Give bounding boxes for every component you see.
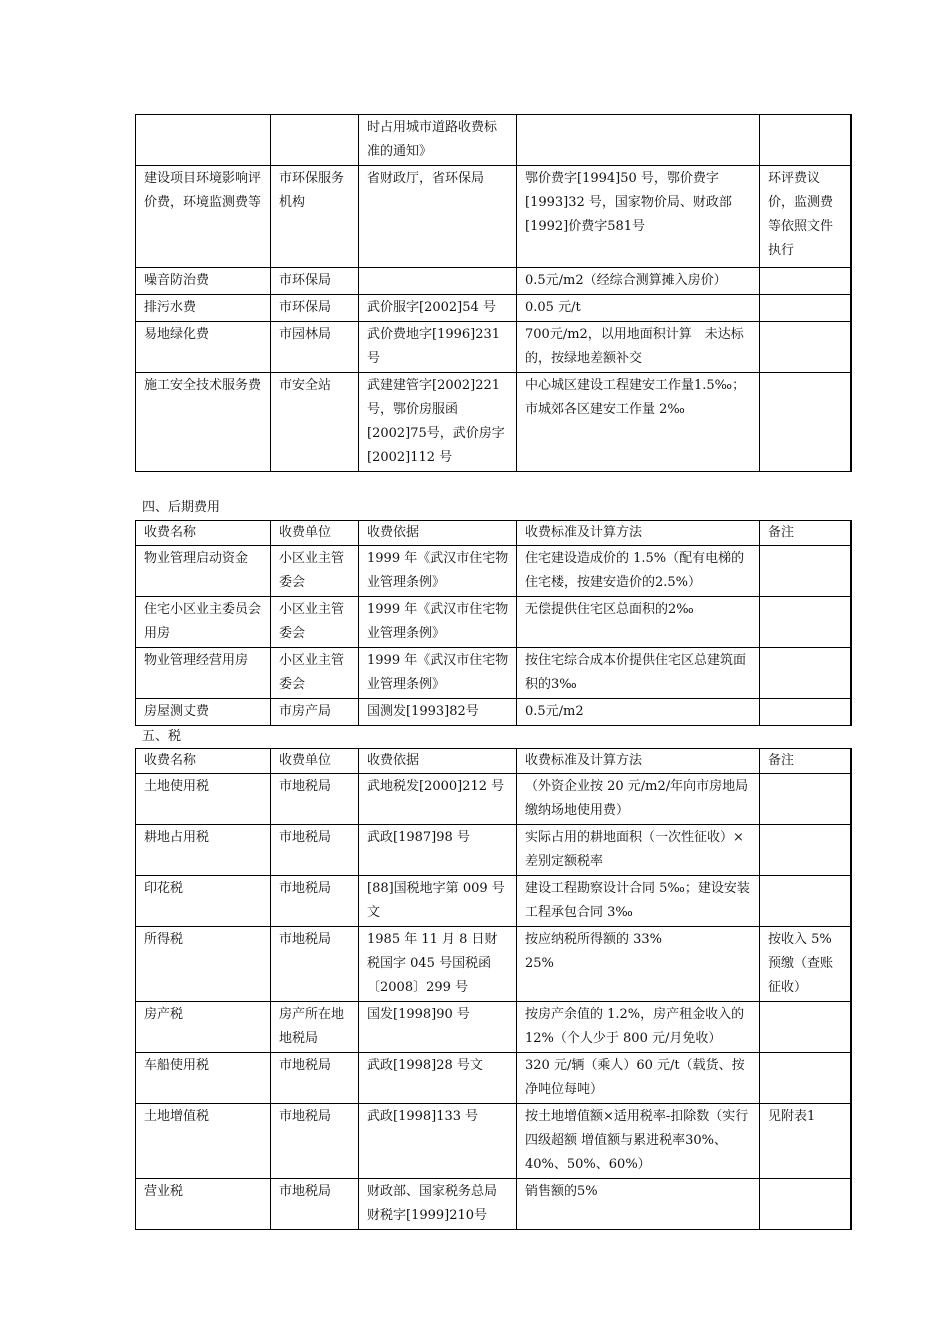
standard-cell: 按住宅综合成本价提供住宅区总建筑面积的3‰ [517,648,760,699]
table-row [136,166,851,268]
table-header-row [136,521,851,546]
fee-name-cell: 所得税 [136,927,271,1002]
remark-cell [760,268,851,295]
basis-cell: 武政[1998]133 号 [359,1104,517,1179]
fee-name-cell: 排污水费 [136,295,271,322]
basis-cell: 武价服字[2002]54 号 [359,295,517,322]
fee-name-cell: 车船使用税 [136,1053,271,1104]
header-standard-cell: 收费标准及计算方法 [517,749,760,774]
header-standard-cell: 收费标准及计算方法 [517,521,760,546]
fee-name-cell: 易地绿化费 [136,322,271,373]
collector-cell: 市环保服务机构 [271,166,359,268]
table-row [136,699,851,726]
standard-cell: 中心城区建设工程建安工作量1.5‰；市城郊各区建安工作量 2‰ [517,373,760,472]
header-fee-name-cell: 收费名称 [136,521,271,546]
remark-cell [760,774,851,825]
basis-cell: 武政[1987]98 号 [359,825,517,876]
fee-name-cell: 施工安全技术服务费 [136,373,271,472]
fee-name-cell: 建设项目环境影响评价费，环境监测费等 [136,166,271,268]
standard-cell: 按应纳税所得额的 33% 25% [517,927,760,1002]
remark-cell [760,876,851,927]
table-row [136,1179,851,1230]
standard-cell: 销售额的5% [517,1179,760,1230]
standard-cell: 0.5元/m2（经综合测算摊入房价） [517,268,760,295]
collector-cell: 小区业主管委会 [271,648,359,699]
table-row [136,115,851,166]
standard-cell: （外资企业按 20 元/m2/年向市房地局缴纳场地使用费） [517,774,760,825]
collector-cell: 市地税局 [271,1179,359,1230]
basis-cell: [88]国税地字第 009 号文 [359,876,517,927]
table-row [136,268,851,295]
standard-cell: 建设工程勘察设计合同 5‰；建设安装工程承包合同 3‰ [517,876,760,927]
basis-cell: 1985 年 11 月 8 日财税国字 045 号国税函〔2008〕299 号 [359,927,517,1002]
remark-cell: 见附表1 [760,1104,851,1179]
standard-cell: 实际占用的耕地面积（一次性征收）×差别定额税率 [517,825,760,876]
fee-name-cell: 土地使用税 [136,774,271,825]
collector-cell: 市地税局 [271,876,359,927]
basis-cell: 1999 年《武汉市住宅物业管理条例》 [359,648,517,699]
collector-cell: 市地税局 [271,825,359,876]
collector-cell: 市地税局 [271,1104,359,1179]
table-row [136,927,851,1002]
basis-cell: 时占用城市道路收费标准的通知》 [359,115,517,166]
table-row [136,546,851,597]
standard-cell: 700元/m2，以用地面积计算 未达标的，按绿地差额补交 [517,322,760,373]
table-row [136,774,851,825]
standard-cell: 按房产余值的 1.2%，房产租金收入的 12%（个人少于 800 元/月免收） [517,1002,760,1053]
table-row [136,648,851,699]
header-collector-cell: 收费单位 [271,521,359,546]
remark-cell [760,648,851,699]
collector-cell: 市环保局 [271,295,359,322]
basis-cell: 1999 年《武汉市住宅物业管理条例》 [359,546,517,597]
basis-cell: 省财政厅，省环保局 [359,166,517,268]
standard-cell: 无偿提供住宅区总面积的2‰ [517,597,760,648]
table-row [136,1002,851,1053]
fee-table-continued [135,114,852,472]
table-header-row [136,749,851,774]
basis-cell [359,268,517,295]
fee-name-cell: 耕地占用税 [136,825,271,876]
table-row [136,876,851,927]
fee-name-cell: 物业管理启动资金 [136,546,271,597]
remark-cell [760,295,851,322]
collector-cell: 房产所在地地税局 [271,1002,359,1053]
collector-cell: 市地税局 [271,774,359,825]
collector-cell: 小区业主管委会 [271,546,359,597]
remark-cell [760,322,851,373]
fee-name-cell: 营业税 [136,1179,271,1230]
fee-name-cell: 房产税 [136,1002,271,1053]
basis-cell: 财政部、国家税务总局财税字[1999]210号 [359,1179,517,1230]
standard-cell: 住宅建设造成价的 1.5%（配有电梯的住宅楼，按建安造价的2.5%） [517,546,760,597]
fee-name-cell: 住宅小区业主委员会用房 [136,597,271,648]
collector-cell: 市地税局 [271,1053,359,1104]
collector-cell: 市安全站 [271,373,359,472]
standard-cell: 按土地增值额×适用税率-扣除数（实行四级超额 增值额与累进税率30%、40%、50%、60%） [517,1104,760,1179]
table-row [136,825,851,876]
header-remark-cell: 备注 [760,749,851,774]
remark-cell: 按收入 5%预缴（查账征收） [760,927,851,1002]
remark-cell [760,1179,851,1230]
remark-cell [760,1002,851,1053]
basis-cell: 1999 年《武汉市住宅物业管理条例》 [359,597,517,648]
remark-cell [760,373,851,472]
collector-cell: 小区业主管委会 [271,597,359,648]
fee-name-cell: 印花税 [136,876,271,927]
header-fee-name-cell: 收费名称 [136,749,271,774]
remark-cell [760,115,851,166]
table-row [136,373,851,472]
basis-cell: 国测发[1993]82号 [359,699,517,726]
collector-cell: 市园林局 [271,322,359,373]
table-row [136,295,851,322]
standard-cell: 0.5元/m2 [517,699,760,726]
remark-cell [760,825,851,876]
header-basis-cell: 收费依据 [359,521,517,546]
standard-cell [517,115,760,166]
section-title-post-fees: 四、后期费用 [142,500,221,515]
remark-cell [760,1053,851,1104]
collector-cell: 市环保局 [271,268,359,295]
header-remark-cell: 备注 [760,521,851,546]
collector-cell [271,115,359,166]
table-row [136,322,851,373]
fee-name-cell: 房屋测丈费 [136,699,271,726]
header-collector-cell: 收费单位 [271,749,359,774]
fee-name-cell: 土地增值税 [136,1104,271,1179]
standard-cell: 0.05 元/t [517,295,760,322]
remark-cell: 环评费议价，监测费等依照文件执行 [760,166,851,268]
table-row [136,597,851,648]
basis-cell: 武政[1998]28 号文 [359,1053,517,1104]
collector-cell: 市房产局 [271,699,359,726]
remark-cell [760,699,851,726]
remark-cell [760,597,851,648]
fee-table-post-fees [135,520,852,726]
fee-name-cell [136,115,271,166]
table-row [136,1053,851,1104]
basis-cell: 武价费地字[1996]231号 [359,322,517,373]
fee-name-cell: 物业管理经营用房 [136,648,271,699]
collector-cell: 市地税局 [271,927,359,1002]
basis-cell: 国发[1998]90 号 [359,1002,517,1053]
standard-cell: 320 元/辆（乘人）60 元/t（载货、按净吨位每吨） [517,1053,760,1104]
basis-cell: 武建建管字[2002]221号，鄂价房服函[2002]75号，武价房字[2002]112 号 [359,373,517,472]
fee-table-taxes [135,748,852,1230]
standard-cell: 鄂价费字[1994]50 号，鄂价费字[1993]32 号，国家物价局、财政部[1992]价费字581号 [517,166,760,268]
section-title-taxes: 五、税 [142,729,182,744]
basis-cell: 武地税发[2000]212 号 [359,774,517,825]
fee-name-cell: 噪音防治费 [136,268,271,295]
header-basis-cell: 收费依据 [359,749,517,774]
remark-cell [760,546,851,597]
table-row [136,1104,851,1179]
